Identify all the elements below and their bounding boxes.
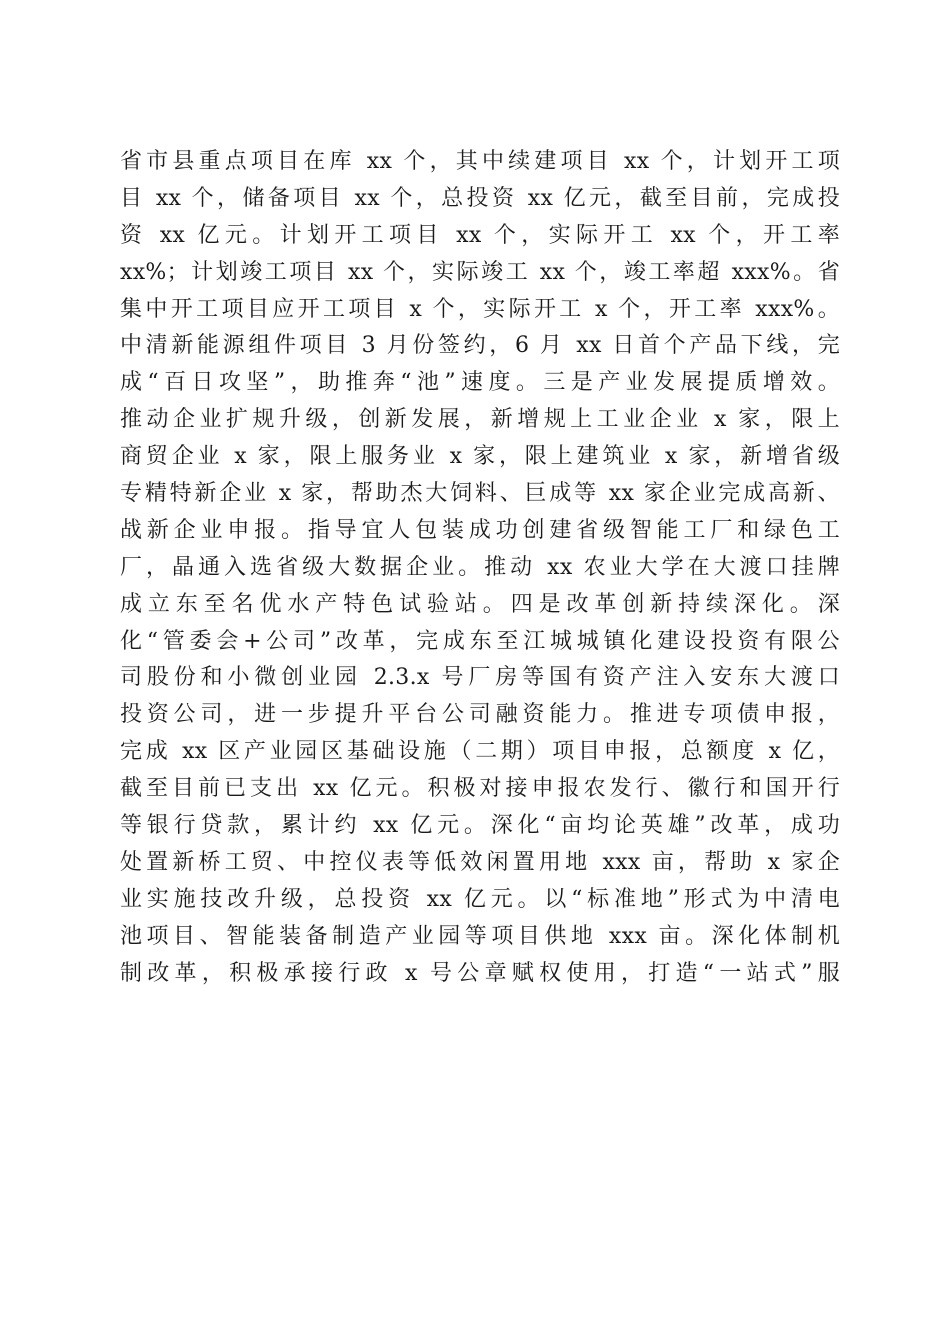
text-line: 专精特新企业 x 家，帮助杰大饲料、巨成等 xx 家企业完成高新、 — [120, 481, 840, 507]
text-line: 池项目、智能装备制造产业园等项目供地 xxx 亩。深化体制机 — [120, 923, 840, 949]
text-line: 成“百日攻坚”，助推奔“池”速度。三是产业发展提质增效。 — [120, 370, 840, 396]
text-line: 完成 xx 区产业园区基础设施（二期）项目申报，总额度 x 亿， — [120, 739, 840, 765]
text-line: 化“管委会+公司”改革，完成东至江城城镇化建设投资有限公 — [120, 628, 840, 654]
text-line: 中清新能源组件项目 3 月份签约，6 月 xx 日首个产品下线，完 — [120, 333, 840, 359]
text-line: 截至目前已支出 xx 亿元。积极对接申报农发行、徽行和国开行 — [120, 776, 840, 802]
text-line: 成立东至名优水产特色试验站。四是改革创新持续深化。深 — [120, 591, 840, 617]
text-line: 投资公司，进一步提升平台公司融资能力。推进专项债申报， — [120, 702, 840, 728]
text-line: 业实施技改升级，总投资 xx 亿元。以“标准地”形式为中清电 — [120, 886, 840, 912]
text-line: 等银行贷款，累计约 xx 亿元。深化“亩均论英雄”改革，成功 — [120, 813, 840, 839]
text-line: 资 xx 亿元。计划开工项目 xx 个，实际开工 xx 个，开工率 — [120, 222, 840, 248]
text-line: 推动企业扩规升级，创新发展，新增规上工业企业 x 家，限上 — [120, 407, 840, 433]
text-line: 商贸企业 x 家，限上服务业 x 家，限上建筑业 x 家，新增省级 — [120, 444, 840, 470]
text-line: 司股份和小微创业园 2.3.x 号厂房等国有资产注入安东大渡口 — [120, 665, 840, 691]
text-line: xx%；计划竣工项目 xx 个，实际竣工 xx 个，竣工率超 xxx%。省 — [120, 259, 840, 285]
text-line: 处置新桥工贸、中控仪表等低效闲置用地 xxx 亩，帮助 x 家企 — [120, 849, 840, 875]
body-text — [120, 144, 840, 992]
text-line: 省市县重点项目在库 xx 个，其中续建项目 xx 个，计划开工项 — [120, 149, 840, 174]
text-line: 制改革，积极承接行政 x 号公章赋权使用，打造“一站式”服 — [120, 960, 840, 986]
text-line: 目 xx 个，储备项目 xx 个，总投资 xx 亿元，截至目前，完成投 — [120, 185, 840, 211]
text-line: 战新企业申报。指导宜人包装成功创建省级智能工厂和绿色工 — [120, 517, 840, 543]
text-line: 集中开工项目应开工项目 x 个，实际开工 x 个，开工率 xxx%。 — [120, 296, 840, 322]
text-line: 厂，晶通入选省级大数据企业。推动 xx 农业大学在大渡口挂牌 — [120, 554, 840, 580]
